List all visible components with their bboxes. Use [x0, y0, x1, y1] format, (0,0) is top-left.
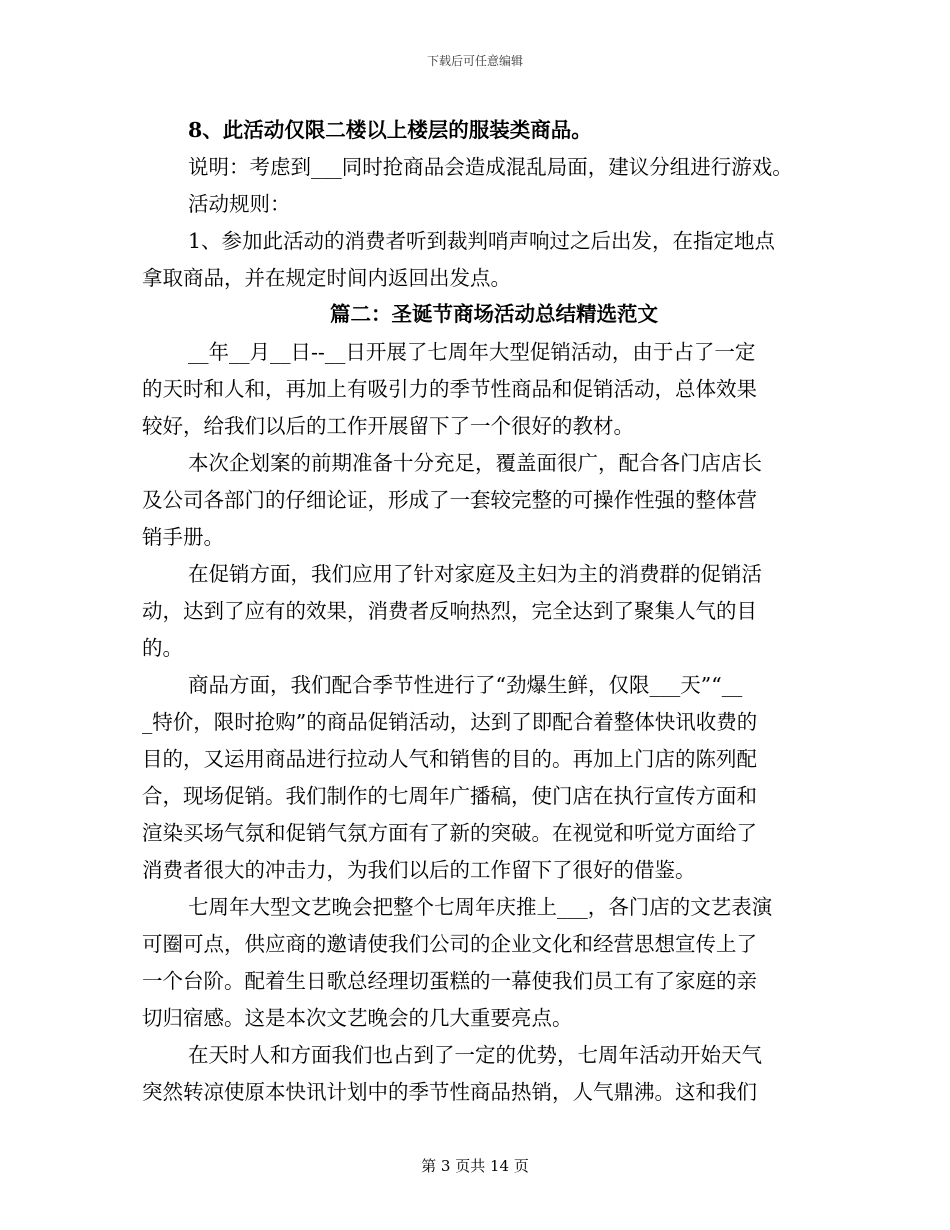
- text-line: 在促销方面，我们应用了针对家庭及主妇为主的消费群的促销活: [188, 562, 762, 586]
- section-title: 篇二：圣诞节商场活动总结精选范文: [330, 302, 658, 326]
- text-line: 拿取商品，并在规定时间内返回出发点。: [142, 266, 511, 290]
- text-line: 动，达到了应有的效果，消费者反响热烈，完全达到了聚集人气的目: [142, 599, 757, 623]
- text-line: 渲染买场气氛和促销气氛方面有了新的突破。在视觉和听觉方面给了: [142, 821, 757, 845]
- text-line: 本次企划案的前期准备十分充足，覆盖面很广，配合各门店店长: [188, 451, 762, 475]
- text-line: 说明：考虑到___同时抢商品会造成混乱局面，建议分组进行游戏。: [188, 155, 793, 179]
- text-line: 合，现场促销。我们制作的七周年广播稿，使门店在执行宣传方面和: [142, 784, 757, 808]
- text-line: 较好，给我们以后的工作开展留下了一个很好的教材。: [142, 414, 634, 438]
- text-line: 8、此活动仅限二楼以上楼层的服装类商品。: [188, 118, 592, 142]
- text-line: 的天时和人和，再加上有吸引力的季节性商品和促销活动，总体效果: [142, 377, 757, 401]
- text-line: 活动规则：: [188, 192, 291, 216]
- text-line: 在天时人和方面我们也占到了一定的优势，七周年活动开始天气: [188, 1043, 762, 1067]
- text-line: _特价，限时抢购”的商品促销活动，达到了即配合着整体快讯收费的: [142, 710, 758, 734]
- text-line: 目的，又运用商品进行拉动人气和销售的目的。再加上门店的陈列配: [142, 747, 757, 771]
- text-line: 七周年大型文艺晚会把整个七周年庆推上___，各门店的文艺表演: [188, 895, 773, 919]
- page-footer: 第 3 页共 14 页: [421, 1157, 529, 1175]
- text-line: 消费者很大的冲击力，为我们以后的工作留下了很好的借鉴。: [142, 858, 696, 882]
- page-header: 下载后可任意编辑: [426, 54, 523, 68]
- text-line: 的。: [142, 636, 183, 660]
- text-line: __年__月__日--__日开展了七周年大型促销活动，由于占了一定: [188, 340, 756, 364]
- text-line: 及公司各部门的仔细论证，形成了一套较完整的可操作性强的整体营: [142, 488, 757, 512]
- text-line: 商品方面，我们配合季节性进行了“劲爆生鲜，仅限___天”“__: [188, 673, 743, 697]
- text-line: 切归宿感。这是本次文艺晚会的几大重要亮点。: [142, 1006, 573, 1030]
- text-line: 突然转凉使原本快讯计划中的季节性商品热销，人气鼎沸。这和我们: [142, 1080, 757, 1104]
- text-line: 可圈可点，供应商的邀请使我们公司的企业文化和经营思想宣传上了: [142, 932, 757, 956]
- text-line: 1、参加此活动的消费者听到裁判哨声响过之后出发，在指定地点: [188, 229, 776, 253]
- text-line: 一个台阶。配着生日歌总经理切蛋糕的一幕使我们员工有了家庭的亲: [142, 969, 757, 993]
- text-line: 销手册。: [142, 525, 224, 549]
